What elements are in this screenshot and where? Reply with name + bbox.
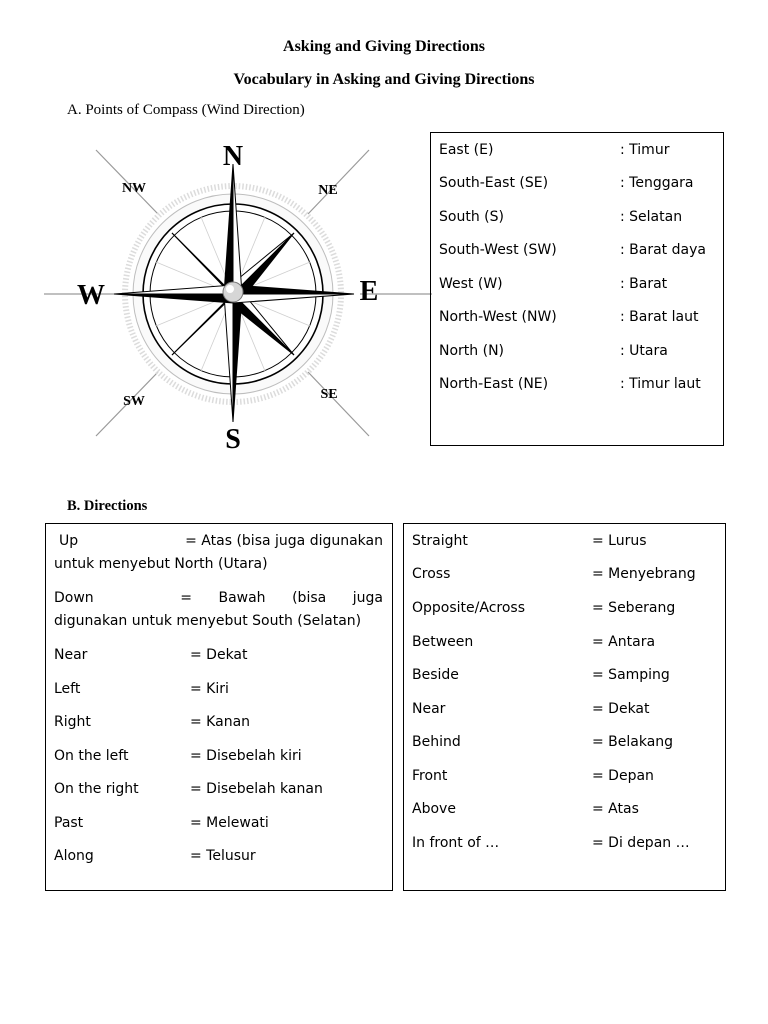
direction-down-entry bbox=[54, 587, 383, 633]
direction-def: = Depan bbox=[592, 768, 654, 784]
direction-term: Past bbox=[54, 815, 84, 831]
direction-term: Along bbox=[54, 848, 94, 864]
compass-letter-s: S bbox=[225, 424, 241, 455]
compass-letter-w: W bbox=[77, 280, 105, 311]
direction-def: = Atas (bisa juga digunakan bbox=[185, 533, 383, 549]
vocab-term: North-East (NE) bbox=[439, 376, 549, 392]
direction-term: Between bbox=[412, 634, 474, 650]
direction-up-entry bbox=[54, 530, 383, 576]
vocab-term: South-East (SE) bbox=[439, 175, 549, 191]
direction-term: In front of … bbox=[412, 835, 500, 851]
compass-vocab-box bbox=[430, 132, 724, 446]
direction-term: Beside bbox=[412, 667, 459, 683]
direction-term: Above bbox=[412, 801, 456, 817]
vocab-def: : Utara bbox=[620, 343, 668, 359]
vocab-def: : Tenggara bbox=[620, 175, 694, 191]
vocab-def: : Timur bbox=[620, 142, 670, 158]
direction-def: = Disebelah kanan bbox=[190, 781, 323, 797]
direction-term: On the left bbox=[54, 748, 129, 764]
direction-def-word: Bawah bbox=[218, 590, 266, 606]
vocab-term: South (S) bbox=[439, 209, 504, 225]
compass-letter-ne: NE bbox=[318, 183, 338, 198]
direction-def-word: juga bbox=[352, 590, 383, 606]
vocab-def: : Selatan bbox=[620, 209, 683, 225]
direction-def: = Kiri bbox=[190, 681, 229, 697]
vocab-def: : Barat bbox=[620, 276, 668, 292]
direction-term: Right bbox=[54, 714, 91, 730]
vocab-def: : Barat daya bbox=[620, 242, 706, 258]
direction-def: = Seberang bbox=[592, 600, 676, 616]
compass-rose-image bbox=[44, 128, 434, 458]
direction-def: = Lurus bbox=[592, 533, 647, 549]
vocab-term: East (E) bbox=[439, 142, 494, 158]
page-title: Asking and Giving Directions bbox=[283, 38, 485, 55]
direction-def: = Antara bbox=[592, 634, 656, 650]
compass-letter-nw: NW bbox=[121, 181, 147, 196]
direction-def: = Telusur bbox=[190, 848, 256, 864]
direction-def-cont: untuk menyebut North (Utara) bbox=[54, 556, 268, 572]
compass-letter-e: E bbox=[359, 276, 379, 307]
direction-def-cont: digunakan untuk menyebut South (Selatan) bbox=[54, 613, 362, 629]
vocab-term: North-West (NW) bbox=[439, 309, 557, 325]
direction-def: = Belakang bbox=[592, 734, 674, 750]
direction-term: Cross bbox=[412, 566, 451, 582]
direction-def: = Samping bbox=[592, 667, 670, 683]
direction-term: Behind bbox=[412, 734, 461, 750]
direction-term: Near bbox=[54, 647, 88, 663]
direction-def: = Dekat bbox=[190, 647, 248, 663]
direction-def: = Di depan … bbox=[592, 835, 690, 851]
direction-def: = Kanan bbox=[190, 714, 251, 730]
directions-right-box bbox=[403, 523, 726, 891]
section-b-label: B. Directions bbox=[67, 498, 148, 514]
direction-term: Opposite/Across bbox=[412, 600, 525, 616]
compass-letter-n: N bbox=[222, 141, 244, 172]
direction-eq-sign: = bbox=[180, 590, 192, 606]
direction-term: Down bbox=[54, 590, 94, 606]
vocab-def: : Barat laut bbox=[620, 309, 699, 325]
direction-term: On the right bbox=[54, 781, 139, 797]
vocab-term: South-West (SW) bbox=[439, 242, 557, 258]
direction-def: = Menyebrang bbox=[592, 566, 696, 582]
direction-def-word: (bisa bbox=[292, 590, 327, 606]
direction-def: = Dekat bbox=[592, 701, 650, 717]
direction-term: Near bbox=[412, 701, 446, 717]
directions-left-box bbox=[45, 523, 393, 891]
direction-term: Straight bbox=[412, 533, 468, 549]
direction-term: Left bbox=[54, 681, 81, 697]
compass-letter-se: SE bbox=[320, 387, 338, 402]
direction-term: Up bbox=[59, 533, 79, 549]
direction-def: = Atas bbox=[592, 801, 639, 817]
page-subtitle: Vocabulary in Asking and Giving Directions bbox=[233, 71, 535, 88]
compass-letter-sw: SW bbox=[123, 394, 145, 409]
section-a-label: A. Points of Compass (Wind Direction) bbox=[67, 102, 305, 118]
vocab-term: North (N) bbox=[439, 343, 505, 359]
direction-def: = Disebelah kiri bbox=[190, 748, 302, 764]
vocab-def: : Timur laut bbox=[620, 376, 701, 392]
vocab-term: West (W) bbox=[439, 276, 503, 292]
direction-def: = Melewati bbox=[190, 815, 269, 831]
direction-term: Front bbox=[412, 768, 448, 784]
